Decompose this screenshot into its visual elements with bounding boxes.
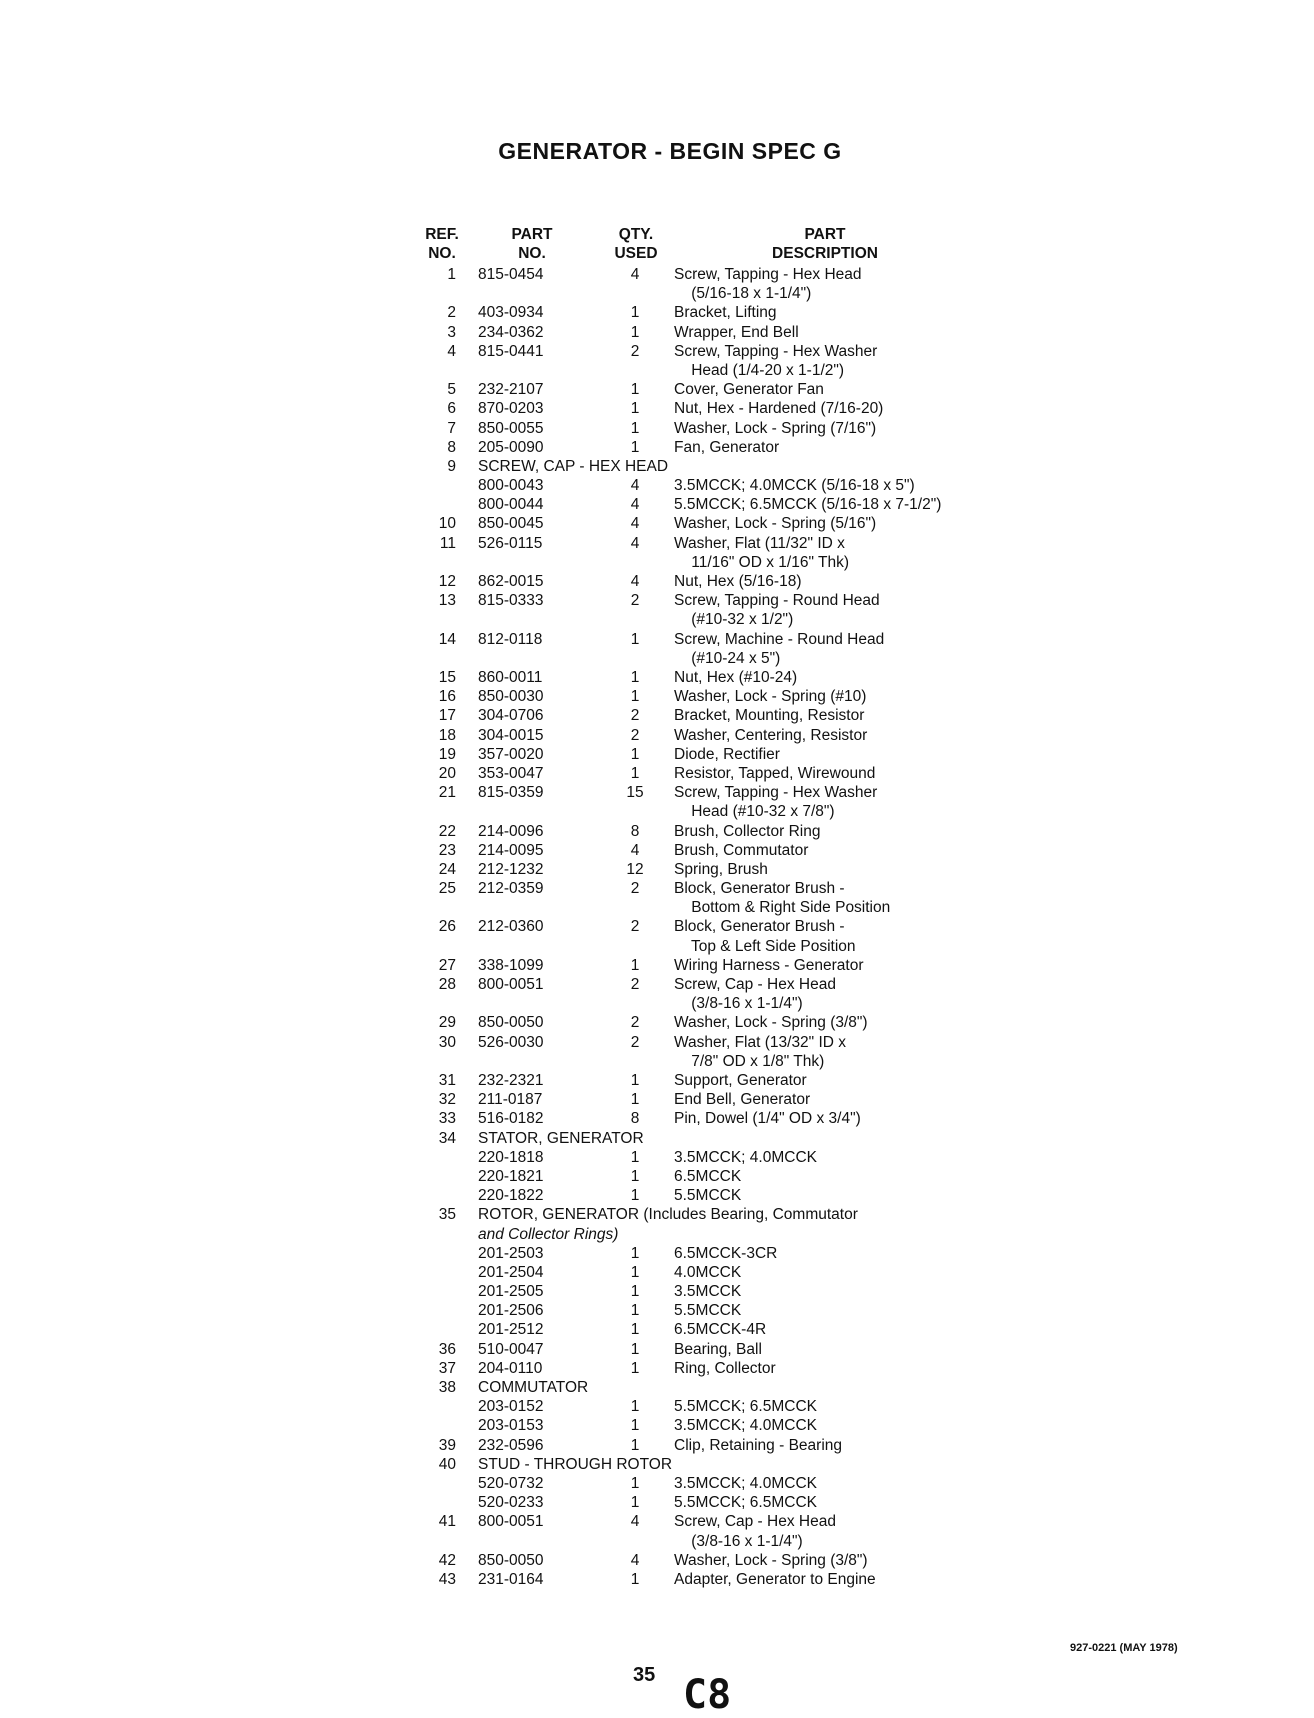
ref-no: 27 <box>438 956 456 974</box>
part-no: 212-0360 <box>478 918 544 936</box>
table-row <box>412 1244 992 1263</box>
qty-used: 1 <box>630 1072 640 1090</box>
part-description: Cover, Generator Fan <box>674 381 824 399</box>
table-row <box>412 1359 992 1378</box>
qty-used: 2 <box>630 592 640 610</box>
ref-no: 10 <box>438 515 456 533</box>
part-no: 353-0047 <box>478 764 544 782</box>
qty-used: 4 <box>630 534 640 552</box>
part-description: Ring, Collector <box>674 1359 776 1377</box>
qty-used: 1 <box>630 381 640 399</box>
qty-used: 2 <box>630 880 640 898</box>
table-row <box>412 1301 992 1320</box>
table-row <box>412 476 992 495</box>
part-no: 520-0233 <box>478 1494 544 1512</box>
qty-used: 1 <box>630 1494 640 1512</box>
ref-no: 8 <box>447 438 456 456</box>
part-no: 850-0055 <box>478 419 544 437</box>
part-no: 214-0096 <box>478 822 544 840</box>
qty-used: 1 <box>630 438 640 456</box>
part-no: 862-0015 <box>478 573 544 591</box>
table-row <box>412 1129 992 1148</box>
section-code: C8 <box>683 1672 732 1718</box>
part-no: 850-0045 <box>478 515 544 533</box>
qty-used: 4 <box>630 477 640 495</box>
group-heading: STATOR, GENERATOR <box>478 1129 644 1147</box>
table-row <box>412 303 992 322</box>
table-row <box>412 1474 992 1493</box>
qty-used: 4 <box>630 266 640 283</box>
header-qty-line1: QTY. <box>618 226 654 243</box>
qty-used: 2 <box>630 726 640 744</box>
ref-no: 9 <box>447 457 456 475</box>
table-row <box>412 534 992 572</box>
table-row <box>412 1148 992 1167</box>
qty-used: 1 <box>630 419 640 437</box>
ref-no: 31 <box>438 1072 456 1090</box>
part-description: Diode, Rectifier <box>674 745 780 763</box>
table-row <box>412 591 992 629</box>
table-row <box>412 1071 992 1090</box>
table-row <box>412 822 992 841</box>
qty-used: 1 <box>630 1359 640 1377</box>
table-row <box>412 1378 992 1397</box>
table-row <box>412 975 992 1013</box>
page-number: 35 <box>633 1664 656 1686</box>
part-description: Screw, Tapping - Hex Washer Head (#10-32 x 7/8") <box>674 784 878 821</box>
ref-no: 36 <box>438 1340 456 1358</box>
ref-no: 7 <box>447 419 456 437</box>
ref-no: 39 <box>438 1436 456 1454</box>
qty-used: 1 <box>630 1244 640 1262</box>
part-description: Screw, Cap - Hex Head (3/8-16 x 1-1/4") <box>674 1513 836 1550</box>
table-row <box>412 572 992 591</box>
part-description: Support, Generator <box>674 1072 807 1090</box>
part-no: 870-0203 <box>478 400 544 418</box>
table-body <box>412 265 992 1589</box>
qty-used: 4 <box>630 573 640 591</box>
part-no: 232-2321 <box>478 1072 544 1090</box>
part-no: 815-0441 <box>478 342 544 360</box>
table-row <box>412 323 992 342</box>
ref-no: 17 <box>438 707 456 725</box>
qty-used: 12 <box>626 860 644 878</box>
table-row <box>412 630 992 668</box>
part-no: 850-0050 <box>478 1014 544 1032</box>
qty-used: 1 <box>630 1417 640 1435</box>
table-row <box>412 1455 992 1474</box>
part-description: Brush, Collector Ring <box>674 822 821 840</box>
part-no: 357-0020 <box>478 745 544 763</box>
qty-used: 1 <box>630 688 640 706</box>
qty-used: 1 <box>630 304 640 322</box>
table-row <box>412 1320 992 1339</box>
qty-used: 1 <box>630 1340 640 1358</box>
ref-no: 18 <box>438 726 456 744</box>
ref-no: 24 <box>438 860 456 878</box>
part-no: 815-0333 <box>478 592 544 610</box>
part-description: Fan, Generator <box>674 438 780 456</box>
part-description: Screw, Cap - Hex Head (3/8-16 x 1-1/4") <box>674 976 836 1013</box>
part-no: 203-0152 <box>478 1398 544 1416</box>
table-row <box>412 1493 992 1512</box>
table-row <box>412 1340 992 1359</box>
header-ref-no <box>412 225 472 263</box>
part-description: Washer, Lock - Spring (3/8") <box>674 1551 868 1569</box>
part-description: 5.5MCCK; 6.5MCCK <box>674 1494 817 1512</box>
header-ref-line2: NO. <box>428 245 456 262</box>
part-description: Nut, Hex (5/16-18) <box>674 573 802 591</box>
qty-used: 1 <box>630 630 640 648</box>
table-row <box>412 1436 992 1455</box>
table-row <box>412 1109 992 1128</box>
ref-no: 22 <box>438 822 456 840</box>
part-description: Washer, Lock - Spring (3/8") <box>674 1014 868 1032</box>
part-no: 304-0015 <box>478 726 544 744</box>
table-row <box>412 1013 992 1032</box>
qty-used: 2 <box>630 1033 640 1051</box>
part-no: 815-0359 <box>478 784 544 802</box>
part-description: Washer, Flat (13/32" ID x 7/8" OD x 1/8" Thk) <box>674 1033 847 1070</box>
ref-no: 13 <box>438 592 456 610</box>
group-heading: STUD - THROUGH ROTOR <box>478 1455 673 1473</box>
table-row <box>412 1167 992 1186</box>
part-description: Nut, Hex (#10-24) <box>674 669 798 687</box>
part-description: 5.5MCCK <box>674 1302 742 1320</box>
table-row <box>412 1551 992 1570</box>
header-part-description <box>660 225 990 263</box>
part-no: 220-1818 <box>478 1148 544 1166</box>
part-description: Screw, Tapping - Round Head (#10-32 x 1/2") <box>674 592 880 629</box>
part-no: 201-2504 <box>478 1263 544 1281</box>
part-description: Washer, Lock - Spring (7/16") <box>674 419 877 437</box>
part-description: 3.5MCCK; 4.0MCCK (5/16-18 x 5") <box>674 477 915 495</box>
qty-used: 2 <box>630 342 640 360</box>
part-no: 201-2512 <box>478 1321 544 1339</box>
part-description: Washer, Flat (11/32" ID x 11/16" OD x 1/16" Thk) <box>674 534 849 571</box>
table-row <box>412 1282 992 1301</box>
qty-used: 8 <box>630 822 640 840</box>
part-description: 5.5MCCK; 6.5MCCK <box>674 1398 817 1416</box>
table-row <box>412 764 992 783</box>
ref-no: 26 <box>438 918 456 936</box>
qty-used: 1 <box>630 1398 640 1416</box>
part-no: 204-0110 <box>478 1359 543 1377</box>
header-desc-line1: PART <box>804 226 846 243</box>
part-no: 516-0182 <box>478 1110 544 1128</box>
table-row <box>412 668 992 687</box>
part-description: 4.0MCCK <box>674 1263 742 1281</box>
ref-no: 34 <box>438 1129 456 1147</box>
part-description: Screw, Tapping - Hex Washer Head (1/4-20 x 1-1/2") <box>674 342 878 379</box>
table-row <box>412 1512 992 1550</box>
qty-used: 1 <box>630 764 640 782</box>
group-heading: SCREW, CAP - HEX HEAD <box>478 457 669 475</box>
table-row <box>412 917 992 955</box>
part-description: Washer, Lock - Spring (5/16") <box>674 515 877 533</box>
group-heading: and Collector Rings) <box>478 1225 619 1243</box>
ref-no: 3 <box>447 323 456 341</box>
part-no: 232-0596 <box>478 1436 544 1454</box>
qty-used: 1 <box>630 956 640 974</box>
part-no: 232-2107 <box>478 381 544 399</box>
qty-used: 1 <box>630 1436 640 1454</box>
part-description: 5.5MCCK <box>674 1187 742 1205</box>
part-description: Block, Generator Brush - Bottom & Right Side Position <box>674 880 891 917</box>
table-row <box>412 1397 992 1416</box>
part-no: 850-0030 <box>478 688 544 706</box>
qty-used: 1 <box>630 323 640 341</box>
table-header <box>412 225 992 265</box>
table-row <box>412 380 992 399</box>
group-heading: COMMUTATOR <box>478 1379 589 1397</box>
qty-used: 1 <box>630 1321 640 1339</box>
ref-no: 33 <box>438 1110 456 1128</box>
part-no: 850-0050 <box>478 1551 544 1569</box>
part-no: 800-0051 <box>478 1513 544 1531</box>
qty-used: 1 <box>630 1091 640 1109</box>
part-description: Pin, Dowel (1/4" OD x 3/4") <box>674 1110 861 1128</box>
ref-no: 41 <box>438 1513 456 1531</box>
ref-no: 43 <box>438 1570 456 1588</box>
ref-no: 12 <box>438 573 456 591</box>
qty-used: 8 <box>630 1110 640 1128</box>
part-no: 212-0359 <box>478 880 544 898</box>
part-no: 526-0115 <box>478 534 543 552</box>
table-row <box>412 860 992 879</box>
ref-no: 42 <box>438 1551 456 1569</box>
ref-no: 19 <box>438 745 456 763</box>
table-row <box>412 495 992 514</box>
table-row <box>412 399 992 418</box>
ref-no: 28 <box>438 976 456 994</box>
table-row <box>412 1263 992 1282</box>
table-row <box>412 1205 992 1224</box>
ref-no: 21 <box>438 784 456 802</box>
qty-used: 1 <box>630 1302 640 1320</box>
part-description: 3.5MCCK <box>674 1283 742 1301</box>
ref-no: 1 <box>447 266 456 283</box>
part-description: Brush, Commutator <box>674 841 809 859</box>
part-description: Wrapper, End Bell <box>674 323 799 341</box>
part-no: 201-2503 <box>478 1244 544 1262</box>
qty-used: 1 <box>630 1263 640 1281</box>
part-description: Bracket, Mounting, Resistor <box>674 707 865 725</box>
table-row <box>412 1090 992 1109</box>
part-no: 205-0090 <box>478 438 544 456</box>
part-description: Bearing, Ball <box>674 1340 762 1358</box>
part-description: 3.5MCCK; 4.0MCCK <box>674 1417 817 1435</box>
qty-used: 1 <box>630 1474 640 1492</box>
part-no: 201-2505 <box>478 1283 544 1301</box>
part-description: Clip, Retaining - Bearing <box>674 1436 843 1454</box>
ref-no: 29 <box>438 1014 456 1032</box>
ref-no: 20 <box>438 764 456 782</box>
qty-used: 1 <box>630 669 640 687</box>
part-description: Washer, Lock - Spring (#10) <box>674 688 867 706</box>
header-ref-line1: REF. <box>425 226 459 243</box>
part-no: 510-0047 <box>478 1340 544 1358</box>
part-no: 201-2506 <box>478 1302 544 1320</box>
ref-no: 15 <box>438 669 456 687</box>
qty-used: 1 <box>630 745 640 763</box>
table-row <box>412 956 992 975</box>
parts-table <box>412 225 992 1589</box>
part-no: 526-0030 <box>478 1033 544 1051</box>
part-no: 220-1821 <box>478 1167 544 1185</box>
part-description: Wiring Harness - Generator <box>674 956 864 974</box>
qty-used: 4 <box>630 515 640 533</box>
part-description: 5.5MCCK; 6.5MCCK (5/16-18 x 7-1/2") <box>674 496 942 514</box>
part-no: 338-1099 <box>478 956 544 974</box>
table-row <box>412 1570 992 1589</box>
qty-used: 1 <box>630 400 640 418</box>
table-row <box>412 1033 992 1071</box>
header-part-no <box>472 225 592 263</box>
ref-no: 11 <box>439 534 456 552</box>
ref-no: 5 <box>447 381 456 399</box>
ref-no: 25 <box>438 880 456 898</box>
header-qty-line2: USED <box>614 245 658 262</box>
ref-no: 30 <box>438 1033 456 1051</box>
part-no: 211-0187 <box>478 1091 543 1109</box>
table-row <box>412 841 992 860</box>
ref-no: 38 <box>438 1379 456 1397</box>
qty-used: 4 <box>630 1513 640 1531</box>
table-row <box>412 706 992 725</box>
part-description: Bracket, Lifting <box>674 304 777 322</box>
page-title: GENERATOR - BEGIN SPEC G <box>498 138 842 164</box>
part-description: End Bell, Generator <box>674 1091 811 1109</box>
table-row <box>412 745 992 764</box>
part-description: Washer, Centering, Resistor <box>674 726 868 744</box>
qty-used: 1 <box>630 1167 640 1185</box>
part-no: 815-0454 <box>478 266 544 283</box>
part-description: 6.5MCCK-4R <box>674 1321 767 1339</box>
part-description: Screw, Tapping - Hex Head (5/16-18 x 1-1/4") <box>674 266 862 303</box>
part-description: 6.5MCCK <box>674 1167 742 1185</box>
qty-used: 1 <box>630 1283 640 1301</box>
ref-no: 35 <box>438 1206 456 1224</box>
table-row <box>412 783 992 821</box>
part-no: 234-0362 <box>478 323 544 341</box>
header-desc-line2: DESCRIPTION <box>772 245 878 262</box>
part-no: 220-1822 <box>478 1187 544 1205</box>
part-no: 860-0011 <box>478 669 543 687</box>
ref-no: 16 <box>438 688 456 706</box>
part-description: 3.5MCCK; 4.0MCCK <box>674 1474 817 1492</box>
table-row <box>412 514 992 533</box>
part-no: 812-0118 <box>478 630 543 648</box>
table-row <box>412 1186 992 1205</box>
qty-used: 15 <box>626 784 644 802</box>
group-heading: ROTOR, GENERATOR (Includes Bearing, Commutator <box>478 1206 858 1224</box>
table-row <box>412 1416 992 1435</box>
ref-no: 23 <box>438 841 456 859</box>
part-description: Block, Generator Brush - Top & Left Side Position <box>674 918 856 955</box>
table-row <box>412 457 992 476</box>
part-no: 304-0706 <box>478 707 544 725</box>
part-description: Spring, Brush <box>674 860 768 878</box>
table-row <box>412 726 992 745</box>
part-no: 203-0153 <box>478 1417 544 1435</box>
header-part-line1: PART <box>511 226 553 243</box>
part-description: 3.5MCCK; 4.0MCCK <box>674 1148 817 1166</box>
ref-no: 14 <box>438 630 456 648</box>
part-no: 214-0095 <box>478 841 544 859</box>
part-no: 800-0044 <box>478 496 544 514</box>
ref-no: 32 <box>438 1091 456 1109</box>
part-description: Nut, Hex - Hardened (7/16-20) <box>674 400 884 418</box>
qty-used: 2 <box>630 1014 640 1032</box>
header-part-line2: NO. <box>518 245 546 262</box>
table-row <box>412 342 992 380</box>
qty-used: 2 <box>630 918 640 936</box>
qty-used: 4 <box>630 1551 640 1569</box>
table-row <box>412 265 992 303</box>
table-row <box>412 419 992 438</box>
qty-used: 4 <box>630 496 640 514</box>
part-no: 403-0934 <box>478 304 544 322</box>
part-no: 212-1232 <box>478 860 544 878</box>
ref-no: 4 <box>447 342 456 360</box>
qty-used: 1 <box>630 1148 640 1166</box>
part-no: 520-0732 <box>478 1474 544 1492</box>
ref-no: 2 <box>447 304 456 322</box>
qty-used: 1 <box>630 1187 640 1205</box>
table-row <box>412 1225 992 1244</box>
part-description: Resistor, Tapped, Wirewound <box>674 764 876 782</box>
part-no: 800-0051 <box>478 976 544 994</box>
part-description: 6.5MCCK-3CR <box>674 1244 778 1262</box>
ref-no: 37 <box>438 1359 456 1377</box>
part-no: 231-0164 <box>478 1570 544 1588</box>
table-row <box>412 438 992 457</box>
part-no: 800-0043 <box>478 477 544 495</box>
document-code: 927-0221 (MAY 1978) <box>1070 1642 1178 1654</box>
qty-used: 1 <box>630 1570 640 1588</box>
qty-used: 2 <box>630 707 640 725</box>
part-description: Screw, Machine - Round Head (#10-24 x 5") <box>674 630 885 667</box>
qty-used: 4 <box>630 841 640 859</box>
ref-no: 6 <box>447 400 456 418</box>
table-row <box>412 879 992 917</box>
table-row <box>412 687 992 706</box>
part-description: Adapter, Generator to Engine <box>674 1570 876 1588</box>
ref-no: 40 <box>438 1455 456 1473</box>
qty-used: 2 <box>630 976 640 994</box>
